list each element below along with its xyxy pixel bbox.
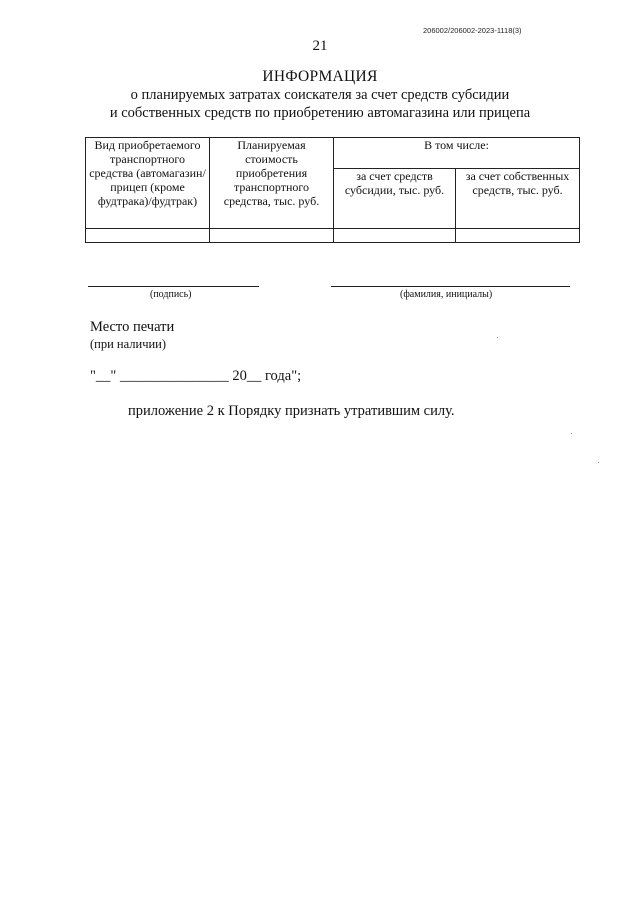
table-cell <box>456 229 580 243</box>
header-vehicle-type: Вид приобретаемого транспортного средства (автомагазин/ прицеп (кроме фудтрака)/фудтрак) <box>86 138 210 229</box>
header-own-funds: за счет собственных средств, тыс. руб. <box>456 169 580 229</box>
table-cell <box>334 229 456 243</box>
table-row <box>86 229 580 243</box>
scan-speck <box>598 462 599 463</box>
name-initials-line <box>331 286 570 287</box>
signature-caption: (подпись) <box>150 289 192 300</box>
name-initials-caption: (фамилия, инициалы) <box>400 289 493 300</box>
document-title: ИНФОРМАЦИЯ <box>262 68 378 85</box>
signature-line <box>88 286 259 287</box>
header-subsidy-funds: за счет средств субсидии, тыс. руб. <box>334 169 456 229</box>
table-cell <box>210 229 334 243</box>
page-number: 21 <box>312 38 328 54</box>
date-line: "__" _______________ 20__ года"; <box>90 368 302 384</box>
table-cell <box>86 229 210 243</box>
header-including: В том числе: <box>334 138 580 169</box>
document-subtitle-line1: о планируемых затратах соискателя за счет средств субсидии <box>130 87 510 103</box>
costs-table <box>85 137 580 243</box>
closing-paragraph: приложение 2 к Порядку признать утратившим силу. <box>128 403 455 419</box>
stamp-place-note: (при наличии) <box>90 337 167 351</box>
document-subtitle-line2: и собственных средств по приобретению автомагазина или прицепа <box>109 105 531 121</box>
scan-speck <box>571 433 572 434</box>
table-header-row <box>86 138 580 169</box>
stamp-place-label: Место печати <box>90 319 175 335</box>
scan-speck <box>497 337 498 338</box>
header-planned-cost: Планируемая стоимость приобретения транспортного средства, тыс. руб. <box>210 138 334 229</box>
document-id: 206002/206002-2023-1118(3) <box>423 26 522 35</box>
